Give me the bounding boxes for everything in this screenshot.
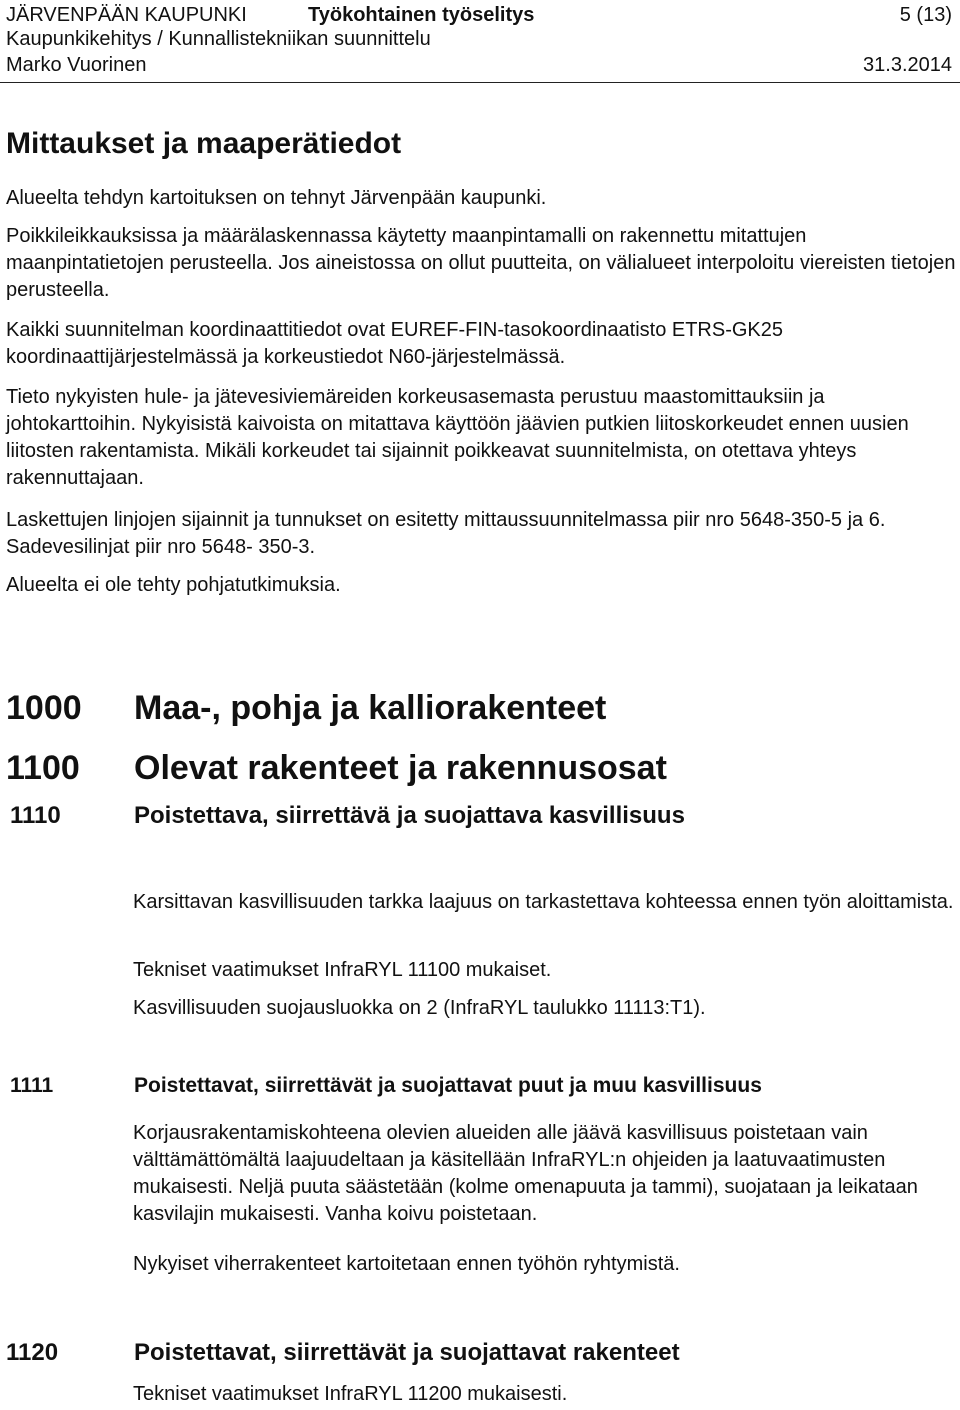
section-title: Poistettavat, siirrettävät ja suojattavat puut ja muu kasvillisuus (134, 1074, 762, 1097)
paragraph-sewer-elevations: Tieto nykyisten hule- ja jätevesiviemäreiden korkeusasemasta perustuu maastomittauksiin ja johtokarttoihin. Nykyisistä kaivoista on mitattava käyttöön jäävien putkien liitoskorkeudet ennen uusien liitosten rakentamista. Mikäli korkeudet tai sijainnit poikkeavat suunnitelmista, on otettava yhteys rakennuttajaan. (6, 386, 909, 489)
section-number: 1110 (10, 802, 61, 829)
header-divider (0, 82, 960, 83)
paragraph-1110-protection-class: Kasvillisuuden suojausluokka on 2 (InfraRYL taulukko 11113:T1). (133, 997, 706, 1019)
paragraph-1110-requirements: Tekniset vaatimukset InfraRYL 11100 mukaiset. (133, 959, 552, 981)
section-title: Maa-, pohja ja kalliorakenteet (134, 689, 607, 727)
section-number: 1000 (6, 689, 82, 727)
page-number: 5 (13) (899, 4, 952, 26)
paragraph-1120-requirements: Tekniset vaatimukset InfraRYL 11200 mukaisesti. (133, 1383, 568, 1405)
section-title: Olevat rakenteet ja rakennusosat (134, 749, 667, 787)
section-title: Poistettava, siirrettävä ja suojattava kasvillisuus (134, 802, 685, 829)
section-title: Poistettavat, siirrettävät ja suojattavat rakenteet (134, 1339, 680, 1366)
paragraph-1111-mapping: Nykyiset viherrakenteet kartoitetaan ennen työhön ryhtymistä. (133, 1253, 680, 1275)
document-title: Työkohtainen työselitys (308, 4, 535, 26)
organization-name: JÄRVENPÄÄN KAUPUNKI (6, 4, 247, 26)
section-number: 1100 (6, 749, 80, 787)
paragraph-coordinates: Kaikki suunnitelman koordinaattitiedot ovat EUREF-FIN-tasokoordinaatisto ETRS-GK25 koordinaattijärjestelmässä ja korkeustiedot N60-järjestelmässä. (6, 319, 784, 368)
paragraph-line-locations: Laskettujen linjojen sijainnit ja tunnukset on esitetty mittaussuunnitelmassa piir nro 5648-350-5 ja 6. Sadevesilinjat piir nro 5648- 350-3. (6, 509, 886, 558)
paragraph-survey: Alueelta tehdyn kartoituksen on tehnyt Järvenpään kaupunki. (6, 187, 547, 209)
document-date: 31.3.2014 (863, 54, 952, 76)
paragraph-1111-vegetation: Korjausrakentamiskohteena olevien alueiden alle jäävä kasvillisuus poistetaan vain välttämättömältä laajuudeltaan ja käsitellään InfraRYL:n ohjeiden ja laatuvaatimusten mukaisesti. Neljä puuta säästetään (kolme omenapuuta ja tammi), suojataan ja leikataan kasvilajin mukaisesti. Vanha koivu poistetaan. (133, 1122, 918, 1225)
section-number: 1111 (10, 1074, 54, 1097)
author-name: Marko Vuorinen (6, 54, 147, 76)
paragraph-1110-extent: Karsittavan kasvillisuuden tarkka laajuus on tarkastettava kohteessa ennen työn aloittamista. (133, 891, 954, 913)
section-number: 1120 (6, 1339, 59, 1366)
section-heading-measurements: Mittaukset ja maaperätiedot (6, 127, 402, 160)
paragraph-ground-model: Poikkileikkauksissa ja määrälaskennassa käytetty maanpintamalli on rakennettu mitattujen maanpintatietojen perusteella. Jos aineistossa on ollut puutteita, on välialueet interpoloitu viereisten tietojen perusteella. (6, 225, 956, 301)
paragraph-no-ground-survey: Alueelta ei ole tehty pohjatutkimuksia. (6, 574, 341, 596)
department-name: Kaupunkikehitys / Kunnallistekniikan suunnittelu (6, 28, 431, 50)
